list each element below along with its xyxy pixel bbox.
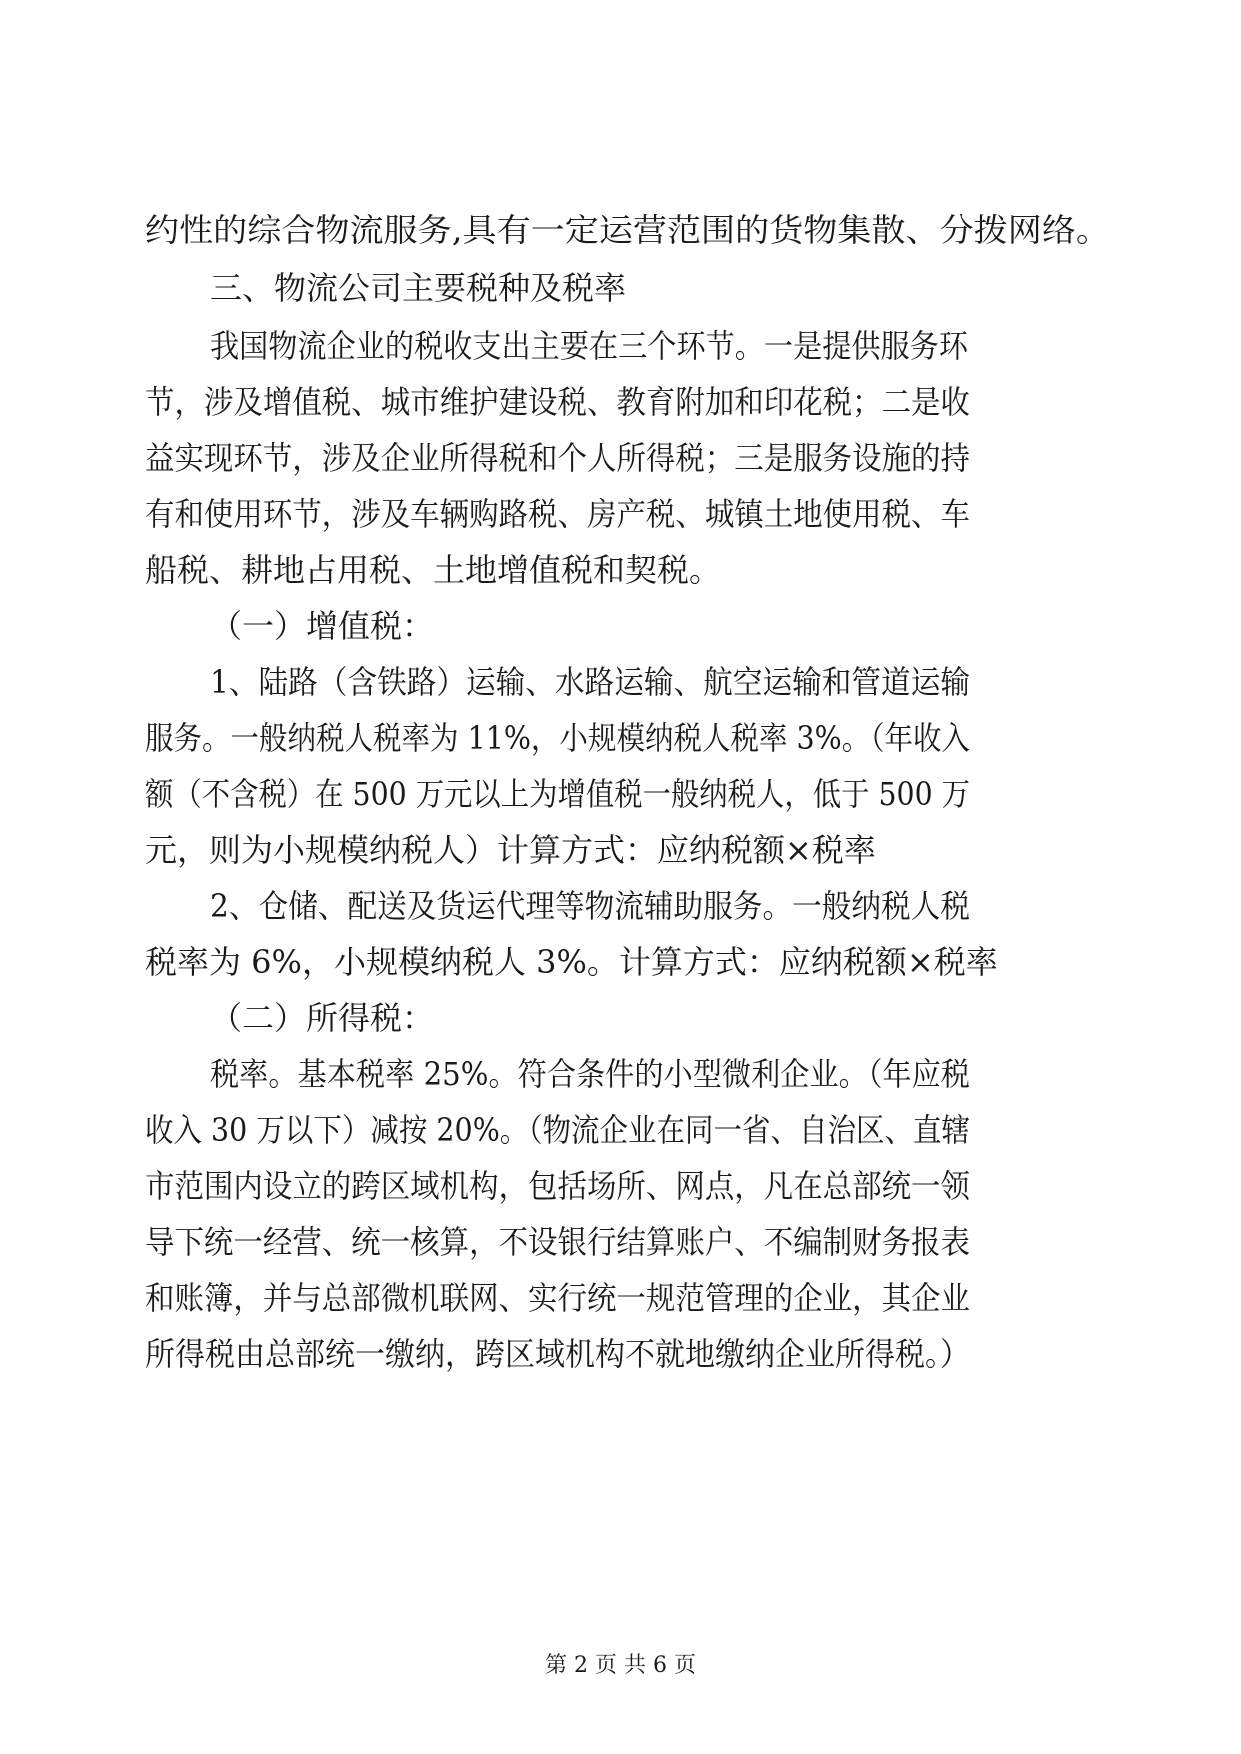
text-line xyxy=(0,886,1241,926)
line-text: 约性的综合物流服务,具有一定运营范围的货物集散、分拨网络。 xyxy=(145,211,1110,249)
text-line xyxy=(0,1110,1241,1150)
text-line xyxy=(0,210,1241,250)
line-text: 1、陆路（含铁路）运输、水路运输、航空运输和管道运输 xyxy=(210,663,970,701)
text-line xyxy=(0,774,1241,814)
section-heading xyxy=(0,268,1241,308)
line-text: 税率为 6%，小规模纳税人 3%。计算方式：应纳税额×税率 xyxy=(145,943,998,981)
text-line xyxy=(0,1054,1241,1094)
line-text: 额（不含税）在 500 万元以上为增值税一般纳税人，低于 500 万 xyxy=(145,775,970,813)
line-text: 有和使用环节，涉及车辆购路税、房产税、城镇土地使用税、车 xyxy=(145,495,970,533)
text-line xyxy=(0,662,1241,702)
text-line xyxy=(0,1334,1241,1374)
line-text: 导下统一经营、统一核算，不设银行结算账户、不编制财务报表 xyxy=(145,1223,970,1261)
line-text: （二）所得税： xyxy=(210,999,435,1037)
text-line xyxy=(0,1278,1241,1318)
text-line xyxy=(0,1222,1241,1262)
text-line xyxy=(0,438,1241,478)
text-line xyxy=(0,1166,1241,1206)
line-text: 船税、耕地占用税、土地增值税和契税。 xyxy=(145,551,722,589)
line-text: （一）增值税： xyxy=(210,607,435,645)
page-footer: 第 2 页 共 6 页 xyxy=(545,1653,696,1678)
text-line xyxy=(0,942,1241,982)
line-text: 益实现环节，涉及企业所得税和个人所得税；三是服务设施的持 xyxy=(145,439,970,477)
line-text: 2、仓储、配送及货运代理等物流辅助服务。一般纳税人税 xyxy=(210,887,970,925)
text-line xyxy=(0,494,1241,534)
subsection-heading xyxy=(0,998,1241,1038)
line-text: 元，则为小规模纳税人）计算方式：应纳税额×税率 xyxy=(145,831,876,869)
line-text: 节，涉及增值税、城市维护建设税、教育附加和印花税；二是收 xyxy=(145,383,970,421)
line-text: 收入 30 万以下）减按 20%。（物流企业在同一省、自治区、直辖 xyxy=(145,1111,970,1149)
text-line xyxy=(0,830,1241,870)
line-text: 三、物流公司主要税种及税率 xyxy=(210,269,627,307)
subsection-heading xyxy=(0,606,1241,646)
line-text: 我国物流企业的税收支出主要在三个环节。一是提供服务环 xyxy=(210,327,968,365)
line-text: 服务。一般纳税人税率为 11%，小规模纳税人税率 3%。（年收入 xyxy=(145,719,970,757)
line-text: 所得税由总部统一缴纳，跨区域机构不就地缴纳企业所得税。） xyxy=(145,1335,970,1373)
line-text: 市范围内设立的跨区域机构，包括场所、网点，凡在总部统一领 xyxy=(145,1167,970,1205)
text-line xyxy=(0,550,1241,590)
text-line xyxy=(0,326,1241,366)
text-line xyxy=(0,382,1241,422)
line-text: 和账簿，并与总部微机联网、实行统一规范管理的企业，其企业 xyxy=(145,1279,970,1317)
text-line xyxy=(0,718,1241,758)
line-text: 税率。基本税率 25%。符合条件的小型微利企业。（年应税 xyxy=(210,1055,970,1093)
